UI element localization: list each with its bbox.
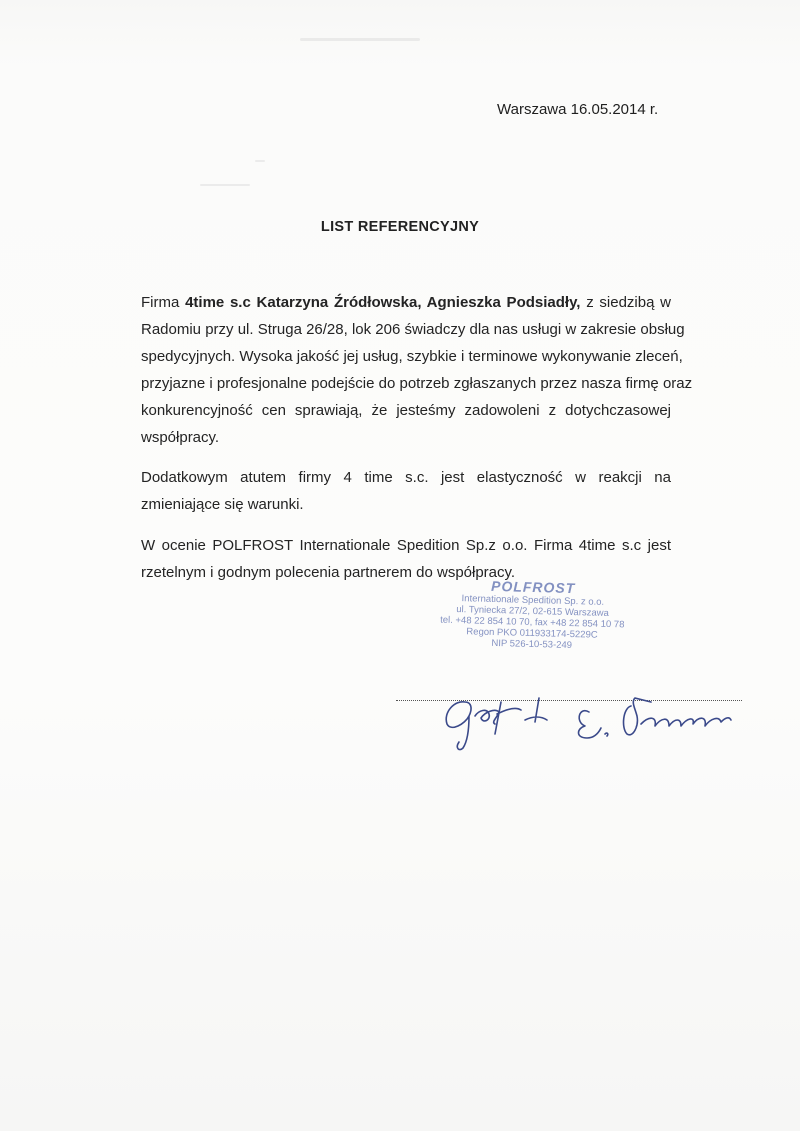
scan-artifact xyxy=(300,38,420,41)
paragraph-1 xyxy=(141,289,693,451)
paragraph-1-line-1 xyxy=(141,289,671,316)
paragraph-1-line-4: przyjazne i profesjonalne podejście do potrzeb zgłaszanych przez nasza firmę oraz xyxy=(141,375,693,392)
stamp-line: Internationale Spedition Sp. z o.o. xyxy=(461,593,605,608)
text-run: z siedzibą w xyxy=(580,294,671,311)
stamp-line: tel. +48 22 854 10 70, fax +48 22 854 10 78 xyxy=(440,614,625,631)
stamp-brand: POLFROST xyxy=(490,577,576,597)
handwritten-signature xyxy=(425,672,745,762)
letter-title-text: LIST REFERENCYJNY xyxy=(320,219,480,235)
paragraph-3-line-1: W ocenie POLFROST Internationale Spedition Sp.z o.o. Firma 4time s.c jest xyxy=(141,537,671,554)
paragraph-1-line-3: spedycyjnych. Wysoka jakość jej usług, szybkie i terminowe wykonywanie zleceń, xyxy=(141,348,683,365)
paragraph-2-line-2: zmieniające się warunki. xyxy=(141,496,304,513)
paragraph-3 xyxy=(141,532,671,586)
paragraph-2-line-1: Dodatkowym atutem firmy 4 time s.c. jest elastyczność w reakcji na xyxy=(141,469,671,486)
stamp-line: Regon PKO 011933174-5229C xyxy=(466,626,598,641)
text-run: Firma xyxy=(141,294,186,311)
company-stamp xyxy=(409,577,656,653)
company-name: 4time s.c xyxy=(185,294,251,311)
letter-date: Warszawa 16.05.2014 r. xyxy=(497,101,659,118)
stamp-line: NIP 526-10-53-249 xyxy=(491,637,573,652)
paragraph-1-line-6: współpracy. xyxy=(141,429,220,446)
paragraph-1-line-5: konkurencyjność cen sprawiają, że jesteśmy zadowoleni z dotychczasowej xyxy=(141,402,671,419)
owners-names: Katarzyna Źródłowska, Agnieszka Podsiadły, xyxy=(250,294,581,311)
letter-title xyxy=(0,219,800,235)
paragraph-1-line-2: Radomiu przy ul. Struga 26/28, lok 206 świadczy dla nas usługi w zakresie obsług xyxy=(141,321,685,338)
stamp-line: ul. Tyniecka 27/2, 02-615 Warszawa xyxy=(456,604,610,619)
paragraph-2 xyxy=(141,464,671,518)
scan-artifact xyxy=(255,160,265,162)
paragraph-3-line-2: rzetelnym i godnym polecenia partnerem do współpracy. xyxy=(141,564,516,581)
scan-artifact xyxy=(200,184,250,186)
